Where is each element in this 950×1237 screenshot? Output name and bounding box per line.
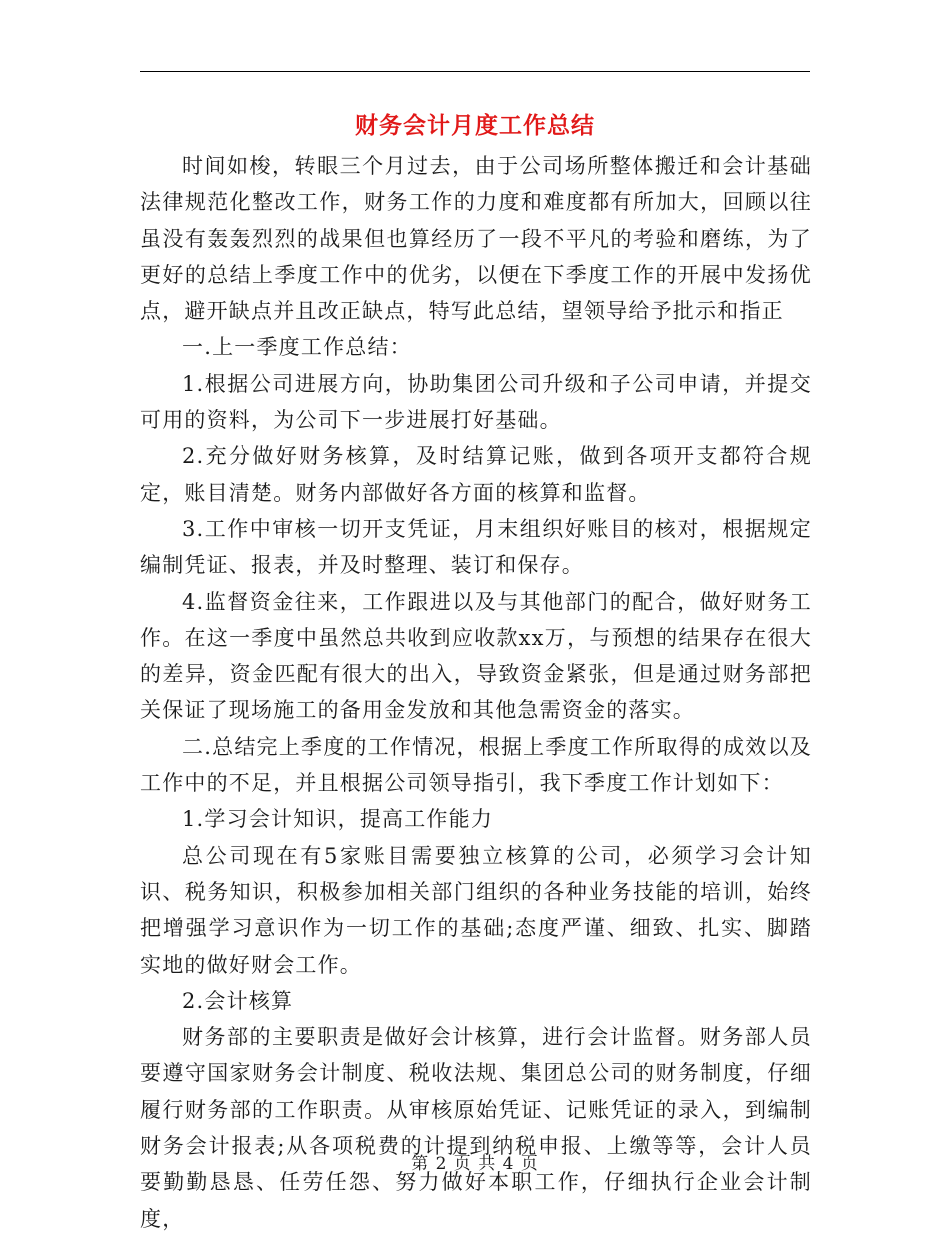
paragraph-item-1-4: 4.监督资金往来，工作跟进以及与其他部门的配合，做好财务工作。在这一季度中虽然总共收到应收款xx万，与预想的结果存在很大的差异，资金匹配有很大的出入，导致资金紧张，但是通过财务部把关保证了现场施工的备用金发放和其他急需资金的落实。	[140, 589, 812, 723]
paragraph-2-1: 总公司现在有5家账目需要独立核算的公司，必须学习会计知识、税务知识，积极参加相关部门组织的各种业务技能的培训，始终把增强学习意识作为一切工作的基础;态度严谨、细致、扎实、脚踏实地的做好财会工作。	[140, 843, 812, 977]
paragraph-2-2: 财务部的主要职责是做好会计核算，进行会计监督。财务部人员要遵守国家财务会计制度、税收法规、集团总公司的财务制度，仔细履行财务部的工作职责。从审核原始凭证、记账凭证的录入，到编制财务会计报表;从各项税费的计提到纳税申报、上缴等等，会计人员要勤勤恳恳、任劳任怨、努力做好本职工作，仔细执行企业会计制度，	[140, 1025, 812, 1231]
subheading-2-2: 2.会计核算	[182, 988, 294, 1013]
paragraph-item-1-1: 1.根据公司进展方向，协助集团公司升级和子公司申请，并提交可用的资料，为公司下一步进展打好基础。	[140, 371, 812, 433]
document-title: 财务会计月度工作总结	[355, 112, 595, 139]
footer-label-pages: 页	[520, 1154, 539, 1174]
paragraph-item-1-2: 2.充分做好财务核算，及时结算记账，做到各项开支都符合规定，账目清楚。财务内部做好各方面的核算和监督。	[140, 444, 812, 505]
footer-label-of: 页 共	[453, 1154, 497, 1174]
footer-current-page: 2	[435, 1154, 448, 1174]
document-body	[140, 148, 812, 1237]
section-heading-2: 二.总结完上季度的工作情况，根据上季度工作所取得的成效以及工作中的不足，并且根据公司领导指引，我下季度工作计划如下：	[140, 734, 812, 796]
paragraph-intro: 时间如梭，转眼三个月过去，由于公司场所整体搬迁和会计基础法律规范化整改工作，财务工作的力度和难度都有所加大，回顾以往虽没有轰轰烈烈的战果但也算经历了一段不平凡的考验和磨练，为了更好的总结上季度工作中的优劣，以便在下季度工作的开展中发扬优点，避开缺点并且改正缺点，特写此总结，望领导给予批示和指正	[140, 154, 812, 324]
page-footer	[140, 1152, 810, 1176]
subheading-2-1: 1.学习会计知识，提高工作能力	[182, 807, 494, 832]
paragraph-item-1-3: 3.工作中审核一切开支凭证，月末组织好账目的核对，根据规定编制凭证、报表，并及时整理、装订和保存。	[140, 516, 812, 578]
footer-total-pages: 4	[502, 1154, 515, 1174]
header-rule	[140, 71, 810, 72]
section-heading-1: 一.上一季度工作总结：	[182, 335, 412, 360]
footer-label-page: 第	[411, 1154, 430, 1174]
